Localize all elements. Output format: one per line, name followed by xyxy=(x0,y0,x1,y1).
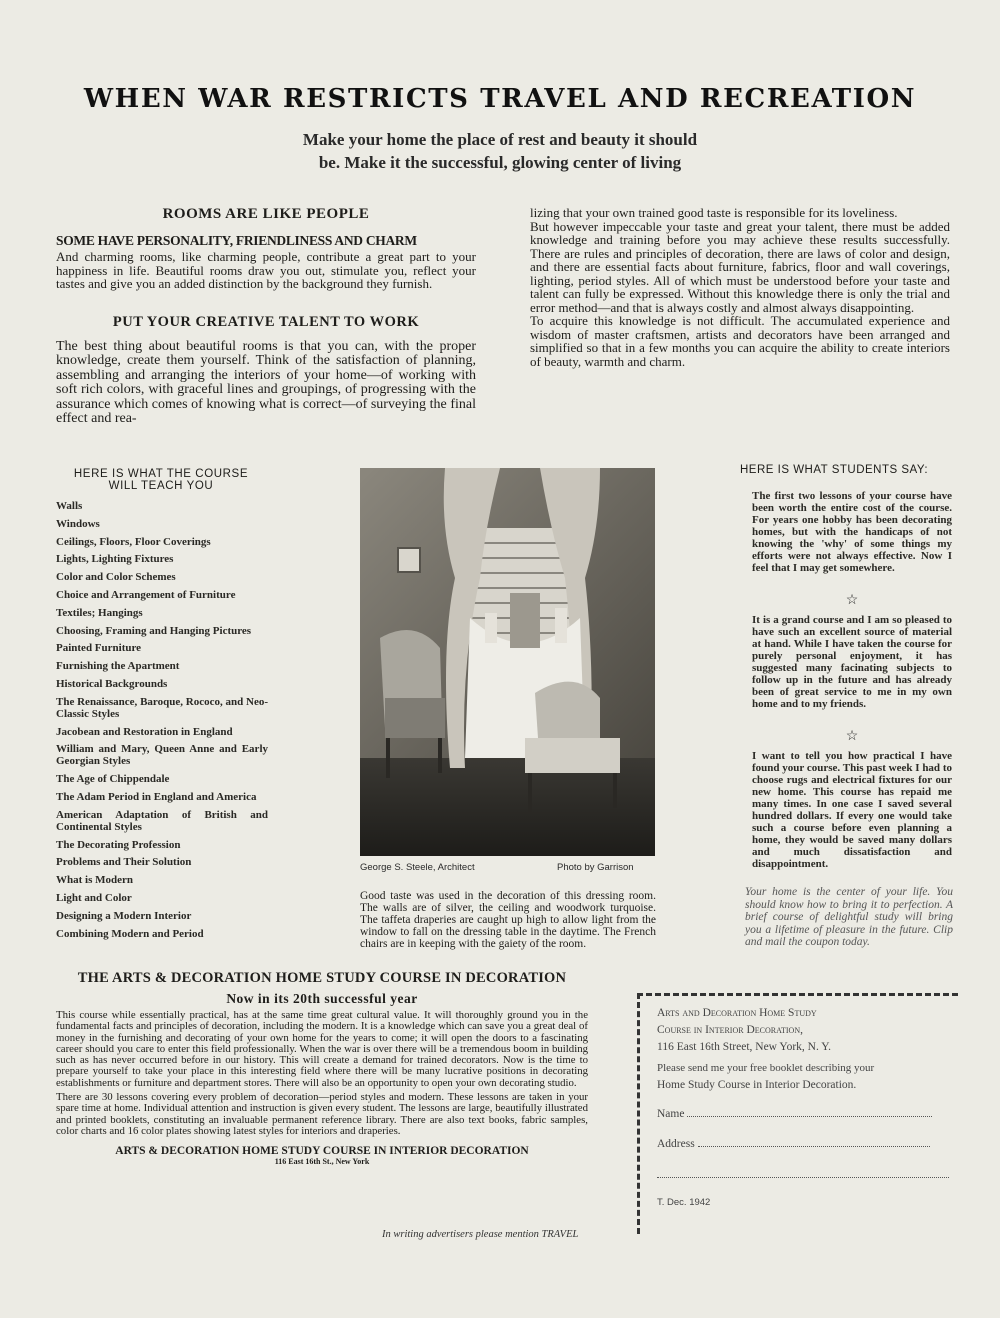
course-topic: Painted Furniture xyxy=(56,642,142,655)
address-line[interactable] xyxy=(698,1146,930,1147)
photo-caption: Good taste was used in the decoration of this dressing room. The walls are of silver, the ceiling and woodwork turquoise. The taffeta draperies are caught up high to allow light from the window to fall on the dressing table in the daytime. The French chairs are in keeping with the gaiety of the room. xyxy=(360,890,656,950)
course-topic: Furnishing the Apartment xyxy=(56,660,180,673)
personality-heading: SOME HAVE PERSONALITY, FRIENDLINESS AND CHARM xyxy=(56,233,417,248)
intro-right-column xyxy=(530,206,950,368)
course-paragraph-2: There are 30 lessons covering every problem of decoration—period styles and modern. These lessons are taken in your spare time at home. Individual attention and instruction is given every student. The lessons are large, beautifully illustrated and printed booklets, constituting an invaluable permanent reference library. There are also text books, fabric samples, color charts and 16 color plates showing latest styles for interiors and draperies. xyxy=(56,1091,588,1137)
course-topic-list xyxy=(56,500,268,945)
course-heading-line-2: WILL TEACH YOU xyxy=(108,480,214,492)
course-topic: Walls xyxy=(56,500,83,512)
star-icon: ☆ xyxy=(845,729,859,744)
course-topic: Jacobean and Restoration in England xyxy=(56,725,233,738)
architect-credit: George S. Steele, Architect xyxy=(360,862,475,873)
course-paragraph-1: This course while essentially practical, has at the same time great cultural value. It will thoroughly ground you in the fundamental facts and principles of decoration, including the modern. It is a knowledge which can save you a great deal of money in the furnishing and decorating of your own home for the years to come; it will open the doors to a fascinating career should you care to enter this field professionally. When the war is over there will be a tremendous boom in building such as has never occurred before in our history. This will create a demand for trained decorators. Now is the time to prepare yourself to take your place in this interesting field where there will be many lucrative positions in decorating establishments or furniture and department stores. There will also be an opportunity to open your own decorating studio. xyxy=(56,1009,588,1089)
coupon-line-5: Home Study Course in Interior Decoration. xyxy=(657,1079,857,1091)
subhead xyxy=(200,128,800,174)
course-topic: Choosing, Framing and Hanging Pictures xyxy=(56,624,252,637)
star-icon: ☆ xyxy=(845,593,859,608)
rooms-heading: ROOMS ARE LIKE PEOPLE xyxy=(162,206,370,222)
course-heading-line-1: HERE IS WHAT THE COURSE xyxy=(73,468,249,480)
footer-note: In writing advertisers please mention TRAVEL xyxy=(382,1229,579,1240)
course-topic: Combining Modern and Period xyxy=(56,927,204,940)
coupon-code: T. Dec. 1942 xyxy=(657,1197,711,1208)
students-heading: HERE IS WHAT STUDENTS SAY: xyxy=(740,464,929,476)
course-topic: Color and Color Schemes xyxy=(56,571,176,584)
mail-coupon[interactable] xyxy=(657,1005,957,1211)
coupon-line-4: Please send me your free booklet describing your xyxy=(657,1062,875,1074)
creative-paragraph: The best thing about beautiful rooms is that you can, with the proper knowledge, create them yourself. Think of the satisfaction of planning, assembling and arranging the interiors of your home—of working with soft rich colors, with graceful lines and groupings, of progressing with the assurance which comes of knowing what is correct—of surveying the final effect and rea- xyxy=(56,338,476,426)
course-topic: Light and Color xyxy=(56,891,132,904)
course-topic: The Age of Chippendale xyxy=(56,773,170,786)
course-topic: Problems and Their Solution xyxy=(56,856,192,869)
course-topic: The Decorating Profession xyxy=(56,838,181,851)
course-topic: Choice and Arrangement of Furniture xyxy=(56,588,236,601)
course-topic: William and Mary, Queen Anne and Early Georgian Styles xyxy=(56,743,268,768)
course-topic: The Renaissance, Baroque, Rococo, and Neo-Classic Styles xyxy=(56,695,268,720)
course-topic: Designing a Modern Interior xyxy=(56,909,192,922)
dressing-room-photo xyxy=(360,468,655,856)
right-paragraph-2: But however impeccable your taste and great your talent, there must be added knowledge and training before you may achieve these results successfully. There are rules and principles of decoration, there are laws of color and design, and there are essential facts about furniture, fabrics, floor and wall coverings, lighting, period styles. All of which must be understood before your taste and talent can fully be expressed. Without this knowledge there is only the trial and error method—and that is always costly and almost always disappointing. xyxy=(530,218,950,315)
closing-note: Your home is the center of your life. You should know how to bring it to perfection. A brief course of delightful study will bring you a lifetime of pleasure in the future. Clip and mail the coupon today. xyxy=(745,886,953,948)
course-topic: Textiles; Hangings xyxy=(56,606,143,619)
headline: WHEN WAR RESTRICTS TRAVEL AND RECREATION xyxy=(83,84,917,114)
address-label: Address xyxy=(657,1138,695,1150)
testimonial-1: The first two lessons of your course have been worth the entire cost of the course. For years one hobby has been decorating homes, but with the handicaps of not knowing the 'why' of some things my efforts were not always effective. Now I feel that I may get somewhere. xyxy=(752,490,952,574)
course-topic: Historical Backgrounds xyxy=(56,677,168,690)
course-topic: Ceilings, Floors, Floor Coverings xyxy=(56,535,211,548)
testimonial-3: I want to tell you how practical I have found your course. This past week I had to choose rugs and electrical fixtures for our new home. This course has repaid me many times. In one case I saved several hundred dollars. If every one would take such a course before even planning a home, they would be saved many dollars and much dissatisfaction and disappointment. xyxy=(752,750,952,870)
coupon-address-field-2[interactable] xyxy=(657,1167,957,1184)
course-topic: What is Modern xyxy=(56,874,133,887)
photo-credit: Photo by Garrison xyxy=(557,862,634,873)
course-title: THE ARTS & DECORATION HOME STUDY COURSE IN DECORATION xyxy=(77,970,567,986)
subhead-line-2: be. Make it the successful, glowing center of living xyxy=(318,153,682,172)
course-subtitle: Now in its 20th successful year xyxy=(226,991,418,1006)
right-paragraph-3: To acquire this knowledge is not difficult. The accumulated experience and wisdom of master craftsmen, artists and decorators have been arranged and simplified so that in a few months you can acquire the ability to create interiors of beauty, warmth and charm. xyxy=(530,313,950,369)
subhead-line-1: Make your home the place of rest and beauty it should xyxy=(302,130,698,149)
coupon-name-field[interactable] xyxy=(657,1106,957,1123)
rooms-paragraph: And charming rooms, like charming people, contribute a great part to your happiness in life. Beautiful rooms draw you out, stimulate you, reflect your tastes and give you an added distinction by the background they furnish. xyxy=(56,249,476,291)
intro-left-column xyxy=(56,206,476,427)
name-line[interactable] xyxy=(687,1116,932,1117)
course-topic: Lights, Lighting Fixtures xyxy=(56,553,174,566)
coupon-line-3: 116 East 16th Street, New York, N. Y. xyxy=(657,1041,831,1053)
coupon-address-field[interactable] xyxy=(657,1136,957,1153)
course-signature: ARTS & DECORATION HOME STUDY COURSE IN INTERIOR DECORATION xyxy=(115,1145,529,1158)
name-label: Name xyxy=(657,1108,685,1120)
dressing-room-illustration xyxy=(360,468,655,856)
course-topic: American Adaptation of British and Continental Styles xyxy=(56,808,268,833)
course-topic: The Adam Period in England and America xyxy=(56,790,257,803)
testimonial-2: It is a grand course and I am so pleased to have such an excellent source of material at hand. While I have taken the course for purely personal enjoyment, it has suggested many facinating subjects to follow up in the future and has already been of great service to me in my own home and to my friends. xyxy=(752,614,952,710)
coupon-line-1: Arts and Decoration Home Study xyxy=(657,1007,817,1019)
right-paragraph-1: lizing that your own trained good taste is responsible for its loveliness. xyxy=(530,205,898,220)
course-topic: Windows xyxy=(56,517,100,530)
coupon-line-2: Course in Interior Decoration, xyxy=(657,1024,803,1036)
course-heading xyxy=(56,468,266,492)
creative-heading: PUT YOUR CREATIVE TALENT TO WORK xyxy=(112,313,420,330)
course-description xyxy=(56,970,588,1166)
address-line-2[interactable] xyxy=(657,1177,949,1178)
course-address: 116 East 16th St., New York xyxy=(274,1157,370,1167)
